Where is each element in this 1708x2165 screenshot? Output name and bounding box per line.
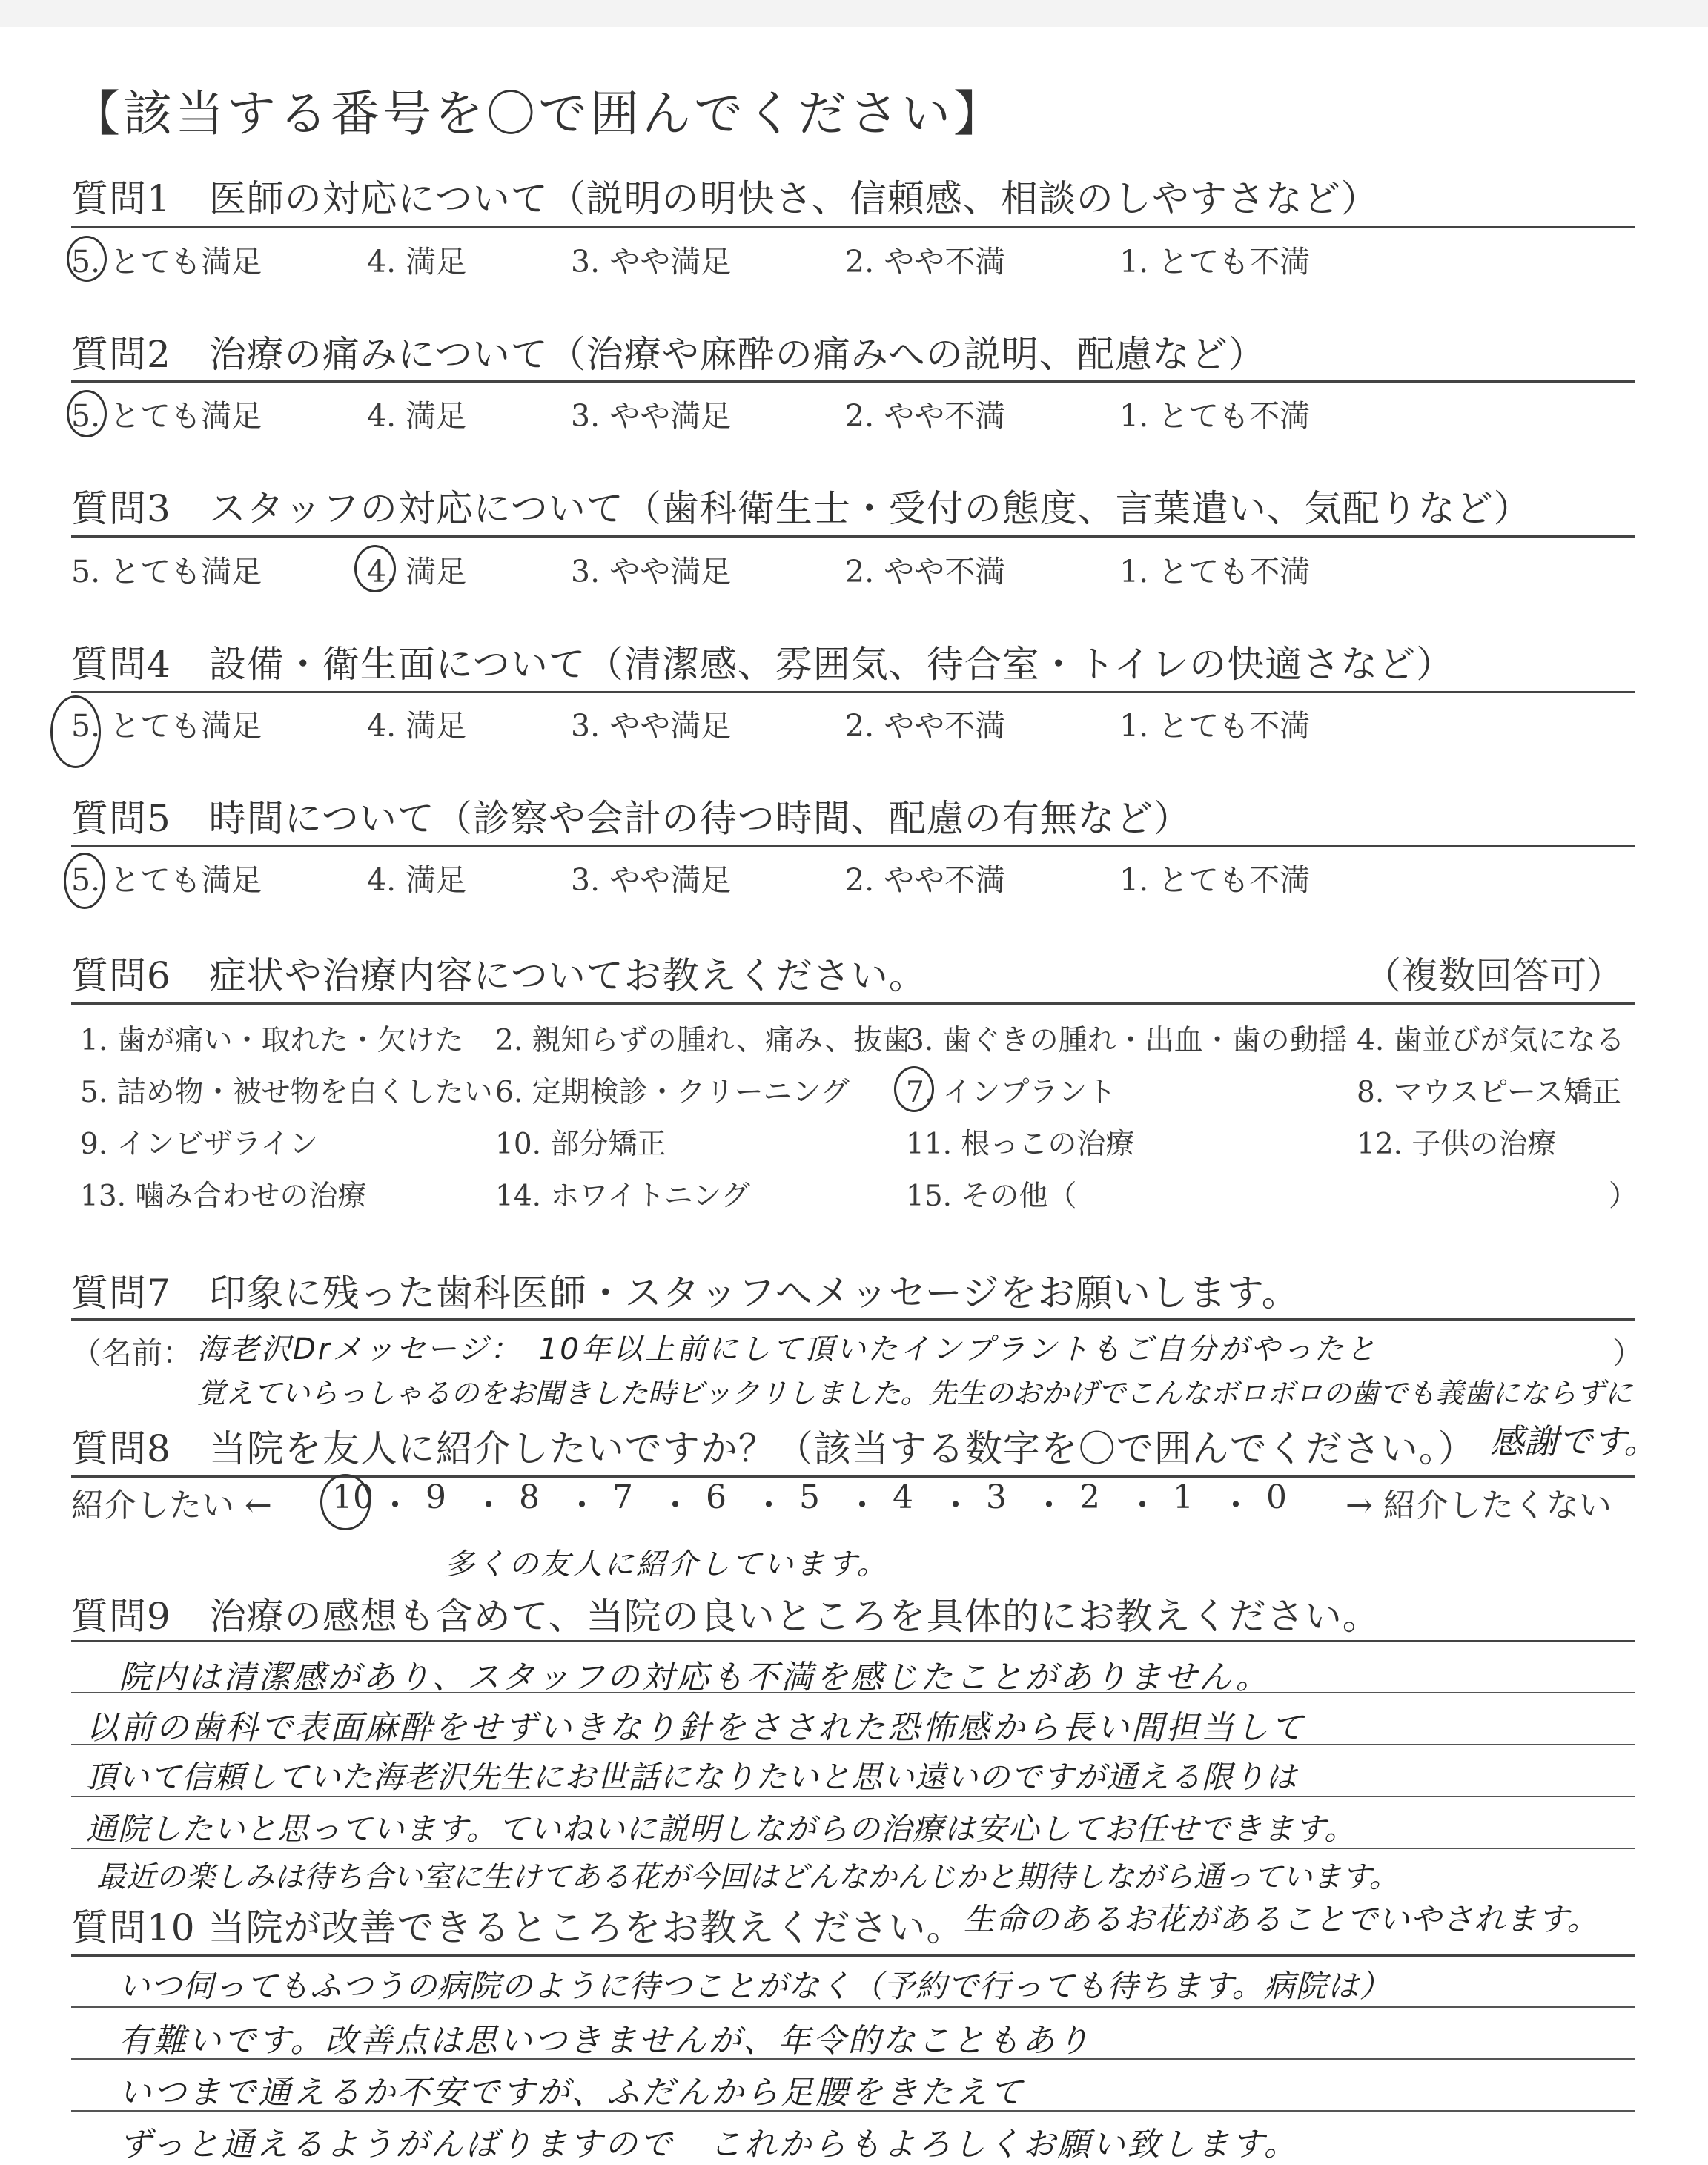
q1-selected-circle bbox=[67, 236, 107, 282]
q8-scale-separator: ・ bbox=[472, 1487, 505, 1524]
q6-item-4[interactable]: 4. 歯並びが気になる bbox=[1357, 1024, 1625, 1057]
question-3-title: 質問3 スタッフの対応について（歯科衛生士・受付の態度、言葉遣い、気配りなど） bbox=[71, 487, 1532, 530]
q6-item-5[interactable]: 5. 詰め物・被せ物を白くしたい bbox=[80, 1076, 493, 1109]
q8-scale-separator: ・ bbox=[566, 1487, 598, 1524]
q10-handwritten-inline: 生命のあるお花があることでいやされます。 bbox=[964, 1901, 1599, 1937]
question-1-title: 質問1 医師の対応について（説明の明快さ、信頼感、相談のしやすさなど） bbox=[71, 177, 1379, 220]
q3-option-3[interactable]: 3. やや満足 bbox=[571, 554, 732, 589]
q10-handwritten-line-1: いつ伺ってもふつうの病院のように待つことがなく（予約で行っても待ちます。病院は） bbox=[119, 1968, 1391, 2004]
q3-selected-circle bbox=[354, 545, 396, 592]
question-6-title: 質問6 症状や治療内容についてお教えください。 bbox=[71, 954, 927, 997]
q9-handwritten-line-1: 院内は清潔感があり、スタッフの対応も不満を感じたことがありません。 bbox=[119, 1659, 1271, 1696]
question-1-rule bbox=[71, 226, 1635, 228]
q8-scale-number-2[interactable]: 2 bbox=[1079, 1478, 1100, 1516]
q6-item-6[interactable]: 6. 定期検診・クリーニング bbox=[495, 1076, 850, 1109]
q6-item-12[interactable]: 12. 子供の治療 bbox=[1357, 1128, 1557, 1161]
q3-option-2[interactable]: 2. やや不満 bbox=[845, 554, 1006, 589]
q3-option-4[interactable]: 4. 満足 bbox=[367, 554, 467, 589]
q6-item-14[interactable]: 14. ホワイトニング bbox=[495, 1180, 750, 1213]
q6-item-2[interactable]: 2. 親知らずの腫れ、痛み、抜歯 bbox=[495, 1024, 912, 1057]
q9-handwritten-line-2: 以前の歯科で表面麻酔をせずいきなり針をさされた恐怖感から長い間担当して bbox=[86, 1709, 1305, 1747]
q1-option-5[interactable]: 5. とても満足 bbox=[71, 244, 262, 280]
question-3 bbox=[71, 479, 1635, 532]
question-9 bbox=[71, 1587, 1635, 1640]
q8-scale-separator: ・ bbox=[1033, 1487, 1065, 1524]
q8-scale-separator: ・ bbox=[1126, 1487, 1159, 1524]
question-2-rule bbox=[71, 380, 1635, 383]
question-3-rule bbox=[71, 535, 1635, 538]
q2-option-2[interactable]: 2. やや不満 bbox=[845, 398, 1006, 434]
question-4-rule bbox=[71, 691, 1635, 693]
q2-option-3[interactable]: 3. やや満足 bbox=[571, 398, 732, 434]
q8-left-label: 紹介したい ← bbox=[71, 1487, 272, 1524]
q8-scale-separator: ・ bbox=[1219, 1487, 1252, 1524]
question-5-title: 質問5 時間について（診察や会計の待つ時間、配慮の有無など） bbox=[71, 797, 1191, 840]
q3-option-5[interactable]: 5. とても満足 bbox=[71, 554, 262, 589]
q10-handwritten-line-3: いつまで通えるか不安ですが、ふだんから足腰をきたえて bbox=[119, 2074, 1025, 2112]
q6-item-3[interactable]: 3. 歯ぐきの腫れ・出血・歯の動揺 bbox=[906, 1024, 1348, 1057]
q10-handwritten-line-4: ずっと通えるようがんばりますので これからもよろしくお願い致します。 bbox=[119, 2126, 1299, 2164]
q8-right-label: → 紹介したくない bbox=[1345, 1487, 1612, 1524]
q5-option-4[interactable]: 4. 満足 bbox=[367, 862, 467, 898]
q8-scale-number-10[interactable]: 10 bbox=[332, 1478, 374, 1516]
question-4 bbox=[71, 635, 1635, 688]
q2-option-1[interactable]: 1. とても不満 bbox=[1119, 398, 1311, 434]
q6-item-7[interactable]: 7. インプラント bbox=[906, 1076, 1116, 1109]
q1-option-2[interactable]: 2. やや不満 bbox=[845, 244, 1006, 280]
q9-handwritten-line-3: 頂いて信頼していた海老沢先生にお世話になりたいと思い遠いのですが通える限りは bbox=[86, 1759, 1298, 1795]
q2-selected-circle bbox=[67, 390, 107, 437]
question-9-rule bbox=[71, 1640, 1635, 1642]
question-6-rule bbox=[71, 1002, 1635, 1005]
q8-scale-separator: ・ bbox=[659, 1487, 692, 1524]
q4-option-4[interactable]: 4. 満足 bbox=[367, 708, 467, 744]
q8-scale-number-0[interactable]: 0 bbox=[1266, 1478, 1287, 1516]
q8-scale-separator: ・ bbox=[846, 1487, 878, 1524]
q8-scale-number-6[interactable]: 6 bbox=[706, 1478, 726, 1516]
q8-scale-number-4[interactable]: 4 bbox=[893, 1478, 913, 1516]
q4-option-5[interactable]: 5. とても満足 bbox=[71, 708, 262, 744]
q3-option-1[interactable]: 1. とても不満 bbox=[1119, 554, 1311, 589]
q1-option-3[interactable]: 3. やや満足 bbox=[571, 244, 732, 280]
q7-name-label: （名前： bbox=[71, 1335, 193, 1371]
scan-top-band bbox=[0, 0, 1708, 27]
q2-option-5[interactable]: 5. とても満足 bbox=[71, 398, 262, 434]
q6-item-9[interactable]: 9. インビザライン bbox=[80, 1128, 319, 1161]
q9-handwritten-line-5: 最近の楽しみは待ち合い室に生けてある花が今回はどんなかんじかと期待しながら通っています。 bbox=[96, 1860, 1399, 1894]
q6-item-11[interactable]: 11. 根っこの治療 bbox=[906, 1128, 1135, 1161]
q8-scale-number-7[interactable]: 7 bbox=[612, 1478, 633, 1516]
q8-scale-number-5[interactable]: 5 bbox=[799, 1478, 820, 1516]
q4-option-2[interactable]: 2. やや不満 bbox=[845, 708, 1006, 744]
q2-option-4[interactable]: 4. 満足 bbox=[367, 398, 467, 434]
question-1 bbox=[71, 169, 1635, 222]
q7-handwritten-line-3: 感謝です。 bbox=[1490, 1421, 1658, 1461]
q8-scale-number-8[interactable]: 8 bbox=[519, 1478, 540, 1516]
question-7 bbox=[71, 1263, 1635, 1317]
question-10-title: 質問10 当院が改善できるところをお教えください。 bbox=[71, 1906, 964, 1949]
q5-option-5[interactable]: 5. とても満足 bbox=[71, 862, 262, 898]
question-8 bbox=[71, 1419, 1635, 1472]
question-6-note: （複数回答可） bbox=[1364, 954, 1623, 997]
q6-other-close-paren: ） bbox=[1609, 1180, 1638, 1213]
question-7-rule bbox=[71, 1318, 1635, 1321]
question-5-rule bbox=[71, 845, 1635, 847]
question-8-rule bbox=[71, 1475, 1635, 1478]
q5-option-1[interactable]: 1. とても不満 bbox=[1119, 862, 1311, 898]
q8-scale-number-1[interactable]: 1 bbox=[1173, 1478, 1194, 1516]
q5-option-2[interactable]: 2. やや不満 bbox=[845, 862, 1006, 898]
q7-handwritten-line-2: 覚えていらっしゃるのをお聞きした時ビックリしました。先生のおかげでこんなボロボロの歯でも義歯にならずに bbox=[197, 1377, 1633, 1409]
question-2-title: 質問2 治療の痛みについて（治療や麻酔の痛みへの説明、配慮など） bbox=[71, 333, 1266, 376]
q8-selected-circle bbox=[320, 1474, 371, 1530]
q8-handwritten-note: 多くの友人に紹介しています。 bbox=[445, 1547, 889, 1581]
q1-option-4[interactable]: 4. 満足 bbox=[367, 244, 467, 280]
question-10-rule bbox=[71, 1954, 1635, 1957]
question-8-title: 質問8 当院を友人に紹介したいですか？（該当する数字を〇で囲んでください。） bbox=[71, 1427, 1476, 1470]
q1-option-1[interactable]: 1. とても不満 bbox=[1119, 244, 1311, 280]
q9-handwritten-line-4: 通院したいと思っています。ていねいに説明しながらの治療は安心してお任せできます。 bbox=[86, 1811, 1357, 1847]
q5-selected-circle bbox=[64, 853, 105, 909]
q7-handwritten-line-1: 海老沢Drメッセージ： 10年以上前にして頂いたインプラントもご自分がやったと bbox=[197, 1332, 1378, 1366]
q5-option-3[interactable]: 3. やや満足 bbox=[571, 862, 732, 898]
q4-option-1[interactable]: 1. とても不満 bbox=[1119, 708, 1311, 744]
q10-writing-line-1 bbox=[71, 2006, 1635, 2008]
question-2 bbox=[71, 325, 1635, 378]
question-9-title: 質問9 治療の感想も含めて、当院の良いところを具体的にお教えください。 bbox=[71, 1595, 1380, 1638]
page-heading: 【該当する番号を〇で囲んでください】 bbox=[71, 85, 1005, 142]
question-7-title: 質問7 印象に残った歯科医師・スタッフへメッセージをお願いします。 bbox=[71, 1272, 1300, 1315]
q10-handwritten-line-2: 有難いです。改善点は思いつきませんが、年令的なこともあり bbox=[119, 2022, 1092, 2060]
question-5 bbox=[71, 789, 1635, 842]
q8-scale-separator: ・ bbox=[752, 1487, 785, 1524]
q8-scale-separator: ・ bbox=[939, 1487, 972, 1524]
q4-selected-circle bbox=[50, 695, 101, 768]
q4-option-3[interactable]: 3. やや満足 bbox=[571, 708, 732, 744]
q6-selected-circle bbox=[894, 1066, 934, 1112]
q8-scale-separator: ・ bbox=[379, 1487, 411, 1524]
q6-item-8[interactable]: 8. マウスピース矯正 bbox=[1357, 1076, 1621, 1109]
q7-close-paren: ） bbox=[1612, 1335, 1643, 1371]
q6-item-10[interactable]: 10. 部分矯正 bbox=[495, 1128, 666, 1161]
q6-item-15[interactable]: 15. その他（ bbox=[906, 1180, 1077, 1213]
q6-item-13[interactable]: 13. 噛み合わせの治療 bbox=[80, 1180, 367, 1213]
q8-scale-number-3[interactable]: 3 bbox=[986, 1478, 1007, 1516]
q6-item-1[interactable]: 1. 歯が痛い・取れた・欠けた bbox=[80, 1024, 464, 1057]
question-4-title: 質問4 設備・衛生面について（清潔感、雰囲気、待合室・トイレの快適さなど） bbox=[71, 643, 1454, 686]
q8-scale-number-9[interactable]: 9 bbox=[426, 1478, 446, 1516]
